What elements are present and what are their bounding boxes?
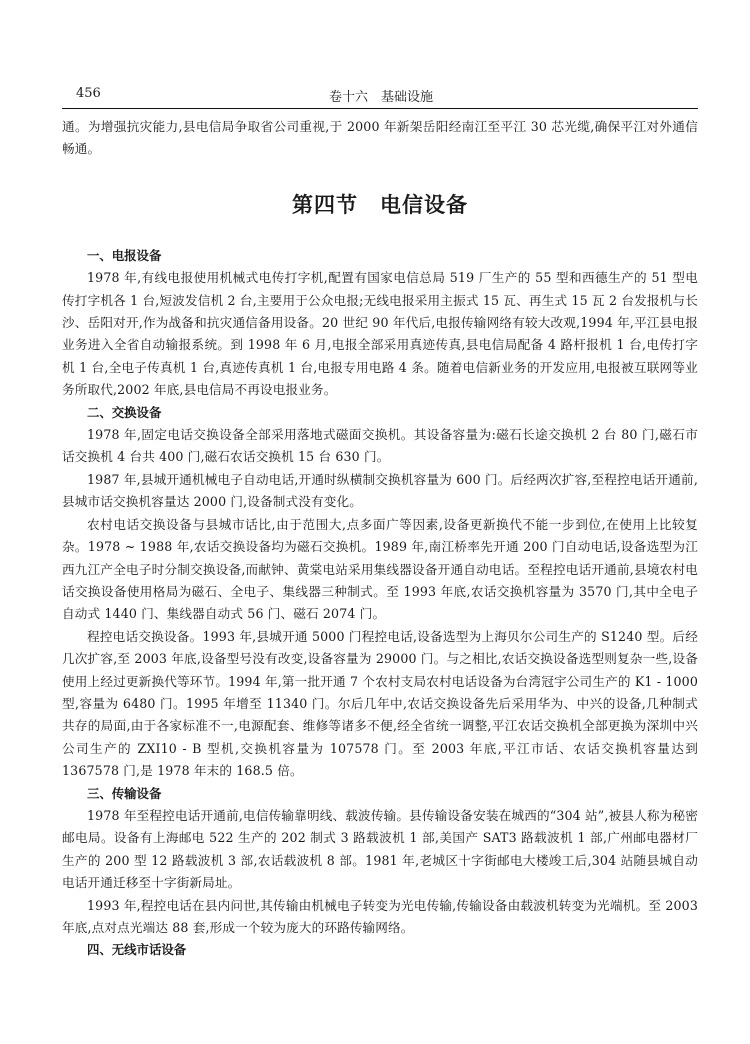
paragraph: 农村电话交换设备与县城市话比,由于范围大,点多面广等因素,设备更新换代不能一步到位,在使用上比较复杂。1978 ~ 1988 年,农话交换设备均为磁石交换机。1989 年,南江桥率先开通 200 门自动电话,设备选型为江西九江产全电子时分制交换设备,而献钟、黄棠电站采用集线器设备开通自动电话。至程控电话开通前,县境农村电话交换设备使用格局为磁石、全电子、集线器三种制式。至 1993 年底,农话交换机容量为 3570 门,其中全电子自动式 1440 门、集线器自动式 56 门、磁石 2074 门。 <box>62 516 698 622</box>
paragraph: 程控电话交换设备。1993 年,县城开通 5000 门程控电话,设备选型为上海贝尔公司生产的 S1240 型。后经几次扩容,至 2003 年底,设备型号没有改变,设备容量为 29000 门。与之相比,农话交换设备选型则复杂一些,设备使用上经过更新换代等环节。1994 年,第一批开通 7 个农村支局农村电话设备为台湾冠宇公司生产的 K1 - 1000 型,容量为 6480 门。1995 年增至 11340 门。尔后几年中,农话交换设备先后采用华为、中兴的设备,几种制式共存的局面,由于各家标准不一,电源配套、维修等诸多不便,经全省统一调整,平江农话交换机全部更换为深圳中兴公司生产的 ZXI10 - B 型机,交换机容量为 107578 门。至 2003 年底,平江市话、农话交换机容量达到 1367578 门,是 1978 年末的 168.5 倍。 <box>62 628 698 779</box>
subsection-heading: 三、传输设备 <box>87 785 162 801</box>
subsection-heading: 一、电报设备 <box>87 247 162 263</box>
continuation-paragraph: 通。为增强抗灾能力,县电信局争取省公司重视,于 2000 年新架岳阳经南江至平江 30 芯光缆,确保平江对外通信畅通。 <box>62 119 698 157</box>
section-title: 第四节 电信设备 <box>292 192 468 217</box>
subsection-heading: 四、无线市话设备 <box>87 942 187 958</box>
running-title: 卷十六 基础设施 <box>328 90 433 105</box>
header-rule <box>62 108 698 109</box>
subsection-switching <box>62 402 698 783</box>
subsection-wireless <box>62 939 698 961</box>
paragraph: 1993 年,程控电话在县内问世,其传输由机械电子转变为光电传输,传输设备由载波机转变为光端机。至 2003 年底,点对点光端达 88 套,形成一个较为庞大的环路传输网络。 <box>62 897 698 935</box>
subsection-transmission <box>62 783 698 940</box>
page-body <box>62 116 698 962</box>
paragraph: 1978 年,固定电话交换设备全部采用落地式磁面交换机。其设备容量为:磁石长途交换机 2 台 80 门,磁石市话交换机 4 台共 400 门,磁石农话交换机 15 台 630 门。 <box>62 427 698 465</box>
subsection-telegraph <box>62 245 698 402</box>
subsection-heading: 二、交换设备 <box>87 404 162 420</box>
page-number: 456 <box>76 86 101 101</box>
page-header <box>62 84 700 106</box>
paragraph: 1978 年至程控电话开通前,电信传输靠明线、载波传输。县传输设备安装在城西的“304 站”,被县人称为秘密邮电局。设备有上海邮电 522 生产的 202 制式 3 路载波机 1 部,美国产 SAT3 路载波机 1 部,广州邮电器材厂生产的 200 型 12 路载波机 3 部,农话载波机 8 部。1981 年,老城区十字街邮电大楼竣工后,304 站随县城自动电话开通迁移至十字街新局址。 <box>62 807 698 891</box>
paragraph: 1978 年,有线电报使用机械式电传打字机,配置有国家电信总局 519 厂生产的 55 型和西德生产的 51 型电传打字机各 1 台,短波发信机 2 台,主要用于公众电报;无线电报采用主振式 15 瓦、再生式 15 瓦 2 台发报机与长沙、岳阳对开,作为战备和抗灾通信备用设备。20 世纪 90 年代后,电报传输网络有较大改观,1994 年,平江县电报业务进入全省自动输报系统。到 1998 年 6 月,电报全部采用真迹传真,县电信局配备 4 路杆报机 1 台,电传打字机 1 台,全电子传真机 1 台,真迹传真机 1 台,电报专用电路 4 条。随着电信新业务的开发应用,电报被互联网等业务所取代,2002 年底,县电信局不再设电报业务。 <box>62 270 698 398</box>
paragraph: 1987 年,县城开通机械电子自动电话,开通时纵横制交换机容量为 600 门。后经两次扩容,至程控电话开通前,县城市话交换机容量达 2000 门,设备制式没有变化。 <box>62 471 698 510</box>
